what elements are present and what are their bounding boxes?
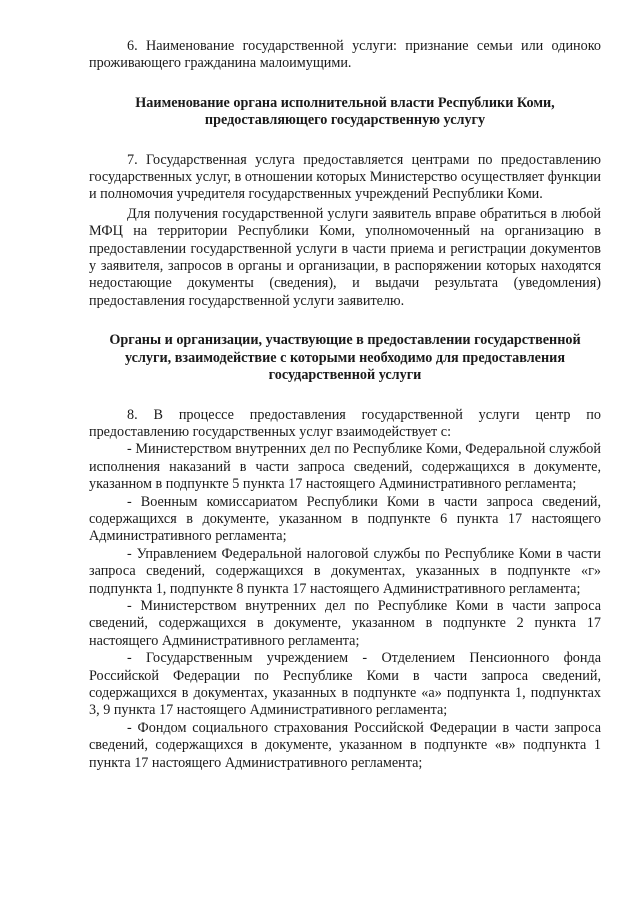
section-heading-participating-bodies: Органы и организации, участвующие в предоставлении государственной услуги, взаимодействие с которыми необходимо для предоставления государственной услуги [109,332,581,384]
list-item: - Государственным учреждением - Отделением Пенсионного фонда Российской Федерации по Республике Коми в части запроса сведений, содержащихся в документах, указанных в подпункте «а» подпункта 1, подпунктах 3, 9 пункта 17 настоящего Административного регламента; [89,650,601,719]
item-8-paragraph: 8. В процессе предоставления государственной услуги центр по предоставлению государственных услуг взаимодействует с: [89,406,601,440]
document-body [89,38,601,772]
list-item: - Военным комиссариатом Республики Коми в части запроса сведений, содержащихся в документе, указанном в подпункте 6 пункта 17 настоящего Административного регламента; [89,493,601,545]
item-7-mfc-paragraph: Для получения государственной услуги заявитель вправе обратиться в любой МФЦ на территории Республики Коми, уполномоченный на организацию в предоставлении государственной услуги в части приема и регистрации документов у заявителя, запросов в органы и организации, в распоряжении которых находятся недостающие документы (сведения), и выдачи результата (уведомления) предоставления государственной услуги заявителю. [89,205,601,309]
item-6-paragraph: 6. Наименование государственной услуги: признание семьи или одиноко проживающего гражданина малоимущими. [89,38,601,72]
list-item: - Министерством внутренних дел по Республике Коми в части запроса сведений, содержащихся в документе, указанном в подпункте 2 пункта 17 настоящего Административного регламента; [89,597,601,649]
list-item: - Управлением Федеральной налоговой службы по Республике Коми в части запроса сведений, содержащихся в документах, указанных в подпункте «г» подпункта 1, подпункте 8 пункта 17 настоящего Административного регламента; [89,545,601,597]
section-heading-executive-body: Наименование органа исполнительной власти Республики Коми, предоставляющего государственную услугу [135,94,555,129]
item-7-paragraph: 7. Государственная услуга предоставляется центрами по предоставлению государственных услуг, в отношении которых Министерство осуществляет функции и полномочия учредителя государственных учреждений Республики Коми. [89,151,601,203]
list-item: - Фондом социального страхования Российской Федерации в части запроса сведений, содержащихся в документе, указанном в подпункте «в» подпункта 1 пункта 17 настоящего Административного регламента; [89,719,601,771]
list-item: - Министерством внутренних дел по Республике Коми, Федеральной службой исполнения наказаний в части запроса сведений, содержащихся в документе, указанном в подпункте 5 пункта 17 настоящего Административного регламента; [89,441,601,493]
